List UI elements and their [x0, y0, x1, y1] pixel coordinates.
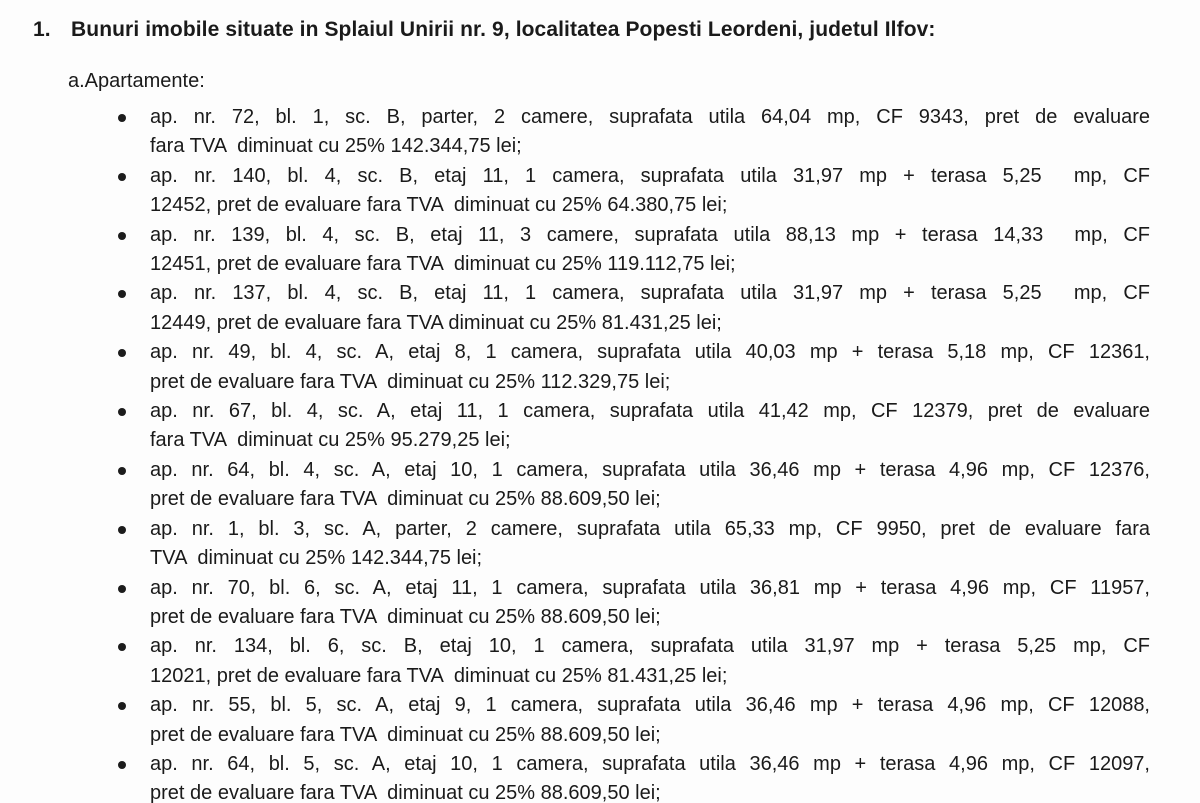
item-line2: fara TVA diminuat cu 25% 95.279,25 lei;	[150, 429, 511, 452]
item-line2: pret de evaluare fara TVA diminuat cu 25% 88.609,50 lei;	[150, 605, 661, 628]
item-line2: 12449, pret de evaluare fara TVA diminuat cu 25% 81.431,25 lei;	[150, 311, 722, 334]
item-line2: pret de evaluare fara TVA diminuat cu 25% 88.609,50 lei;	[150, 723, 661, 746]
apartment-list	[0, 103, 1200, 803]
section-heading	[0, 0, 1200, 45]
list-item	[118, 397, 1150, 456]
bullet-icon	[118, 761, 126, 769]
bullet-icon	[118, 408, 126, 416]
list-item	[118, 632, 1150, 691]
list-item	[118, 103, 1150, 162]
item-line1: ap. nr. 1, bl. 3, sc. A, parter, 2 camere, suprafata utila 65,33 mp, CF 9950, pret de evaluare fara	[150, 517, 1150, 540]
list-item	[118, 221, 1150, 280]
bullet-icon	[118, 290, 126, 298]
list-item	[118, 574, 1150, 633]
item-line2: pret de evaluare fara TVA diminuat cu 25% 88.609,50 lei;	[150, 488, 661, 511]
item-line1: ap. nr. 140, bl. 4, sc. B, etaj 11, 1 camera, suprafata utila 31,97 mp + terasa 5,25 mp, CF	[150, 164, 1150, 187]
list-item	[118, 750, 1150, 803]
list-item	[118, 456, 1150, 515]
list-item	[118, 279, 1150, 338]
item-line1: ap. nr. 72, bl. 1, sc. B, parter, 2 camere, suprafata utila 64,04 mp, CF 9343, pret de evaluare	[150, 106, 1150, 128]
bullet-icon	[118, 114, 126, 122]
item-line1: ap. nr. 64, bl. 5, sc. A, etaj 10, 1 camera, suprafata utila 36,46 mp + terasa 4,96 mp, CF 12097,	[150, 752, 1150, 775]
subsection-label: a.Apartamente:	[68, 70, 205, 92]
bullet-icon	[118, 467, 126, 475]
item-line2: 12452, pret de evaluare fara TVA diminuat cu 25% 64.380,75 lei;	[150, 194, 728, 217]
section-number: 1.	[33, 18, 51, 41]
item-line1: ap. nr. 134, bl. 6, sc. B, etaj 10, 1 camera, suprafata utila 31,97 mp + terasa 5,25 mp, CF	[150, 635, 1150, 658]
item-line1: ap. nr. 64, bl. 4, sc. A, etaj 10, 1 camera, suprafata utila 36,46 mp + terasa 4,96 mp, CF 12376,	[150, 458, 1150, 481]
list-item	[118, 515, 1150, 574]
item-line2: 12451, pret de evaluare fara TVA diminuat cu 25% 119.112,75 lei;	[150, 253, 736, 276]
item-line2: TVA diminuat cu 25% 142.344,75 lei;	[150, 547, 483, 570]
item-line1: ap. nr. 70, bl. 6, sc. A, etaj 11, 1 camera, suprafata utila 36,81 mp + terasa 4,96 mp, CF 11957,	[150, 576, 1150, 599]
bullet-icon	[118, 349, 126, 357]
bullet-icon	[118, 585, 126, 593]
list-item	[118, 691, 1150, 750]
item-line1: ap. nr. 49, bl. 4, sc. A, etaj 8, 1 camera, suprafata utila 40,03 mp + terasa 5,18 mp, CF 12361,	[150, 341, 1150, 364]
list-item	[118, 162, 1150, 221]
section-title: Bunuri imobile situate in Splaiul Unirii nr. 9, localitatea Popesti Leordeni, judetul Ilfov:	[71, 18, 936, 41]
bullet-icon	[118, 702, 126, 710]
item-line2: fara TVA diminuat cu 25% 142.344,75 lei;	[150, 135, 522, 158]
item-line1: ap. nr. 137, bl. 4, sc. B, etaj 11, 1 camera, suprafata utila 31,97 mp + terasa 5,25 mp, CF	[150, 282, 1150, 305]
bullet-icon	[118, 232, 126, 240]
item-line2: 12021, pret de evaluare fara TVA diminuat cu 25% 81.431,25 lei;	[150, 664, 728, 687]
list-item	[118, 338, 1150, 397]
item-line2: pret de evaluare fara TVA diminuat cu 25% 112.329,75 lei;	[150, 370, 671, 393]
item-line1: ap. nr. 55, bl. 5, sc. A, etaj 9, 1 camera, suprafata utila 36,46 mp + terasa 4,96 mp, CF 12088,	[150, 694, 1150, 717]
bullet-icon	[118, 173, 126, 181]
bullet-icon	[118, 643, 126, 651]
item-line2: pret de evaluare fara TVA diminuat cu 25% 88.609,50 lei;	[150, 782, 661, 803]
item-line1: ap. nr. 67, bl. 4, sc. A, etaj 11, 1 camera, suprafata utila 41,42 mp, CF 12379, pret de evaluare	[150, 400, 1150, 423]
item-line1: ap. nr. 139, bl. 4, sc. B, etaj 11, 3 camere, suprafata utila 88,13 mp + terasa 14,33 mp, CF	[150, 223, 1150, 246]
bullet-icon	[118, 526, 126, 534]
